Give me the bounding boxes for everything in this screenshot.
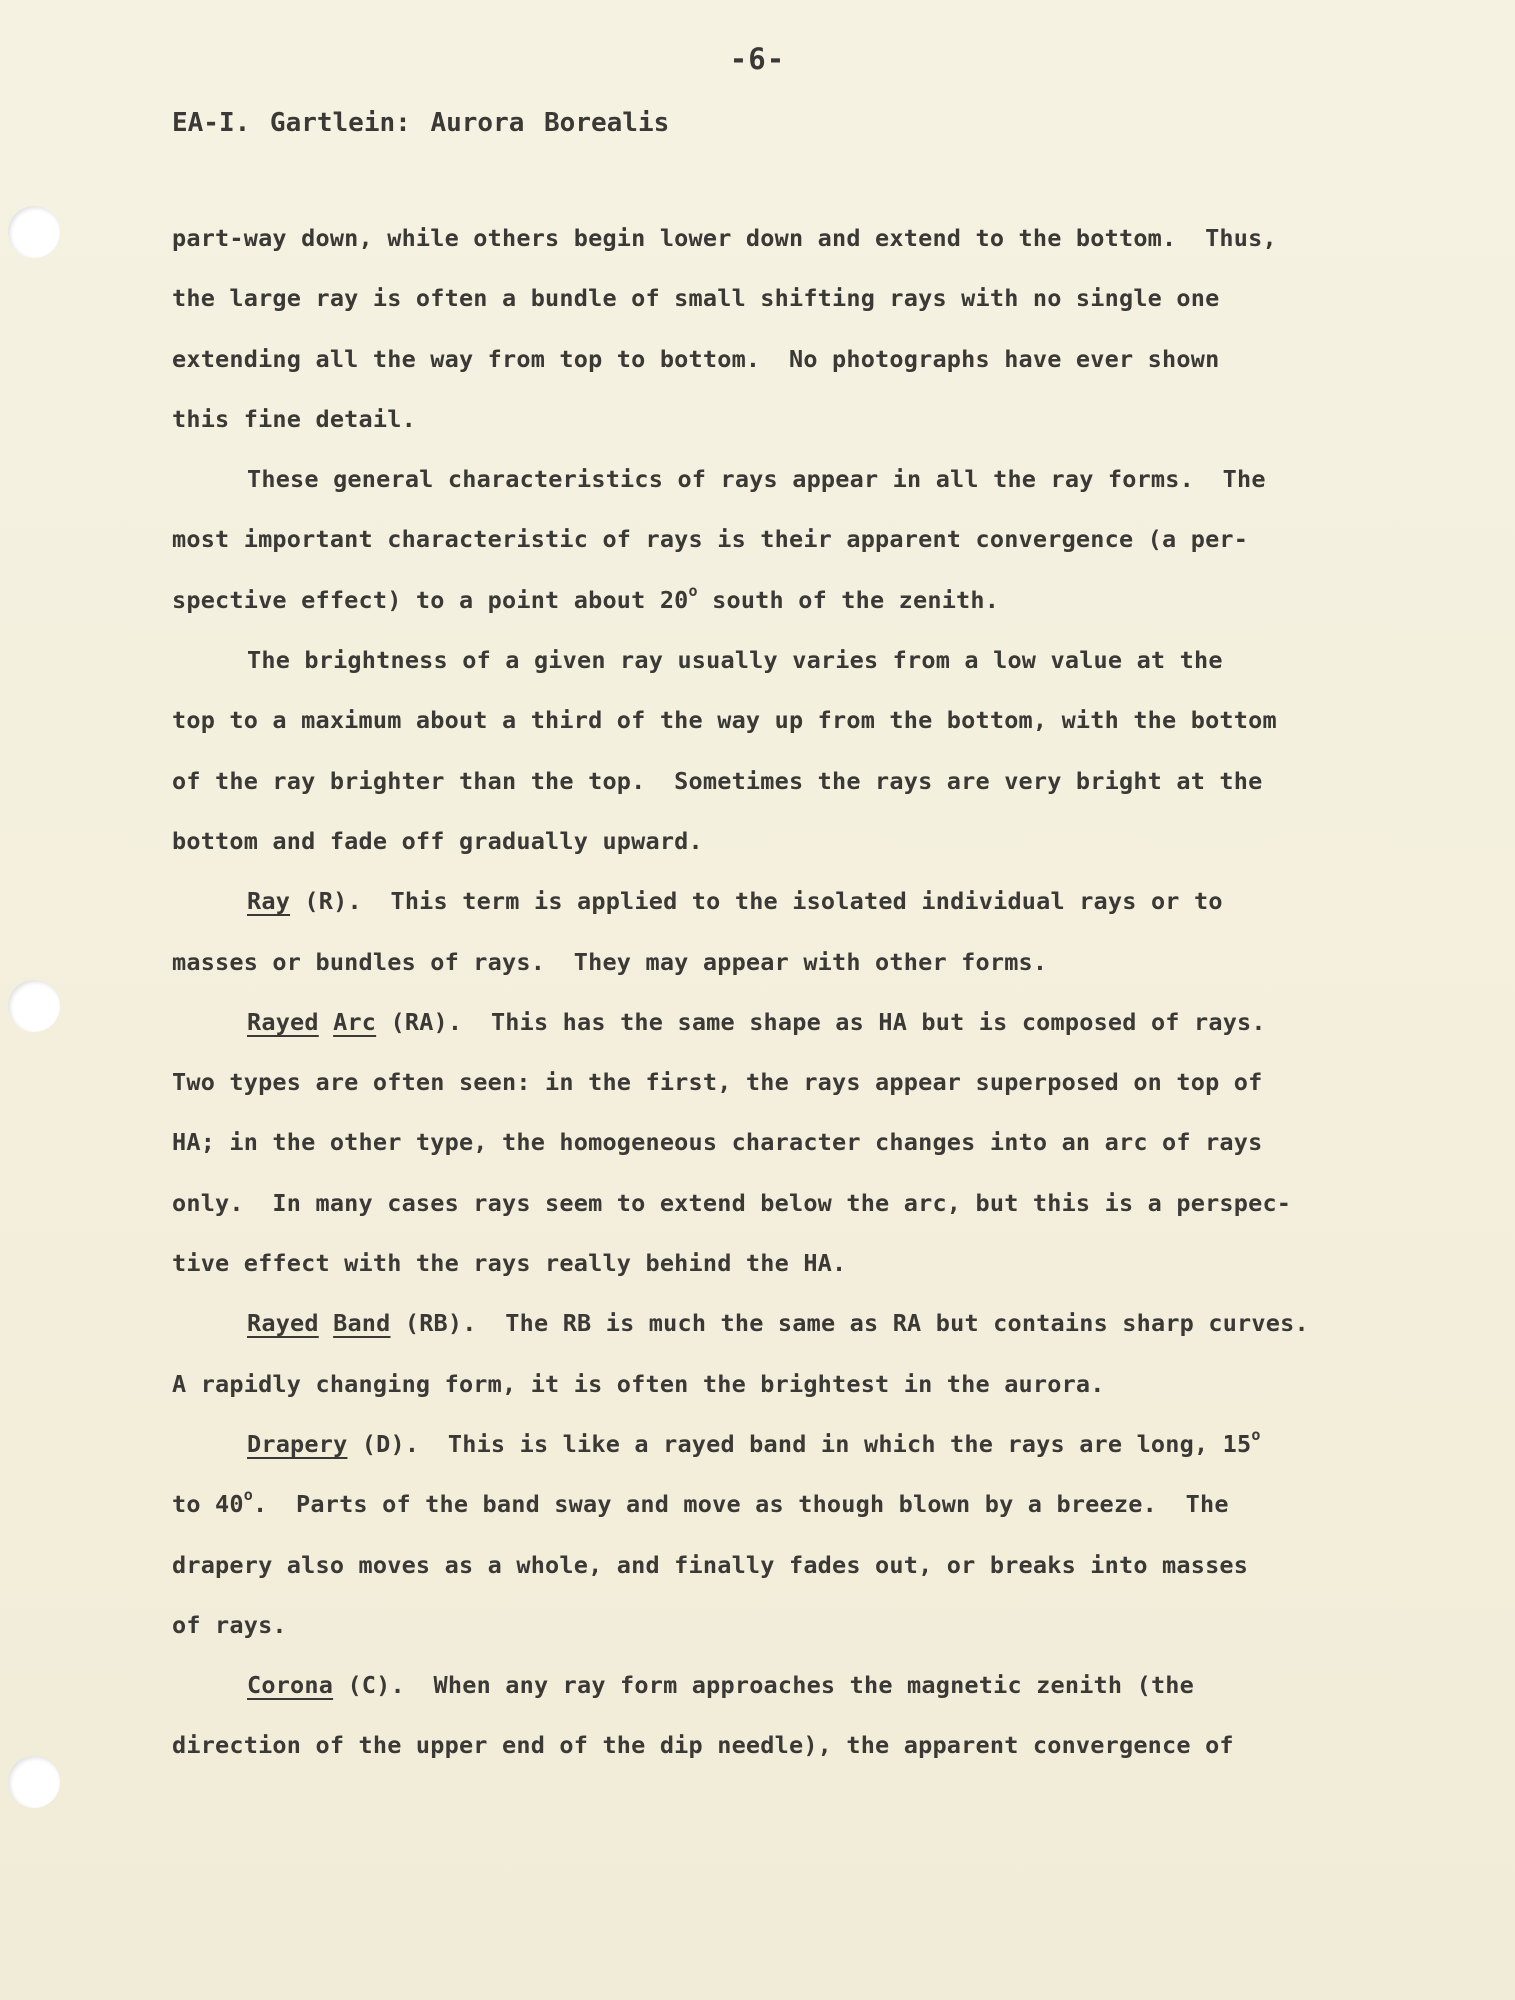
running-head: EA-I. Gartlein: Aurora Borealis (172, 108, 670, 138)
text-line: HA; in the other type, the homogeneous character changes into an arc of rays (172, 1128, 1263, 1157)
punch-hole (8, 206, 60, 258)
text-line: The brightness of a given ray usually varies from a low value at the (247, 646, 1223, 675)
text-line: top to a maximum about a third of the way up from the bottom, with the bottom (172, 706, 1277, 735)
punch-hole (8, 980, 60, 1032)
text-line (172, 871, 1387, 931)
page-number: -6- (729, 42, 786, 76)
text-line: direction of the upper end of the dip needle), the apparent convergence of (172, 1731, 1234, 1760)
text-line: the large ray is often a bundle of small shifting rays with no single one (172, 284, 1220, 313)
text-line: most important characteristic of rays is their apparent convergence (a per- (172, 525, 1249, 554)
term-corona: Corona (247, 1671, 334, 1700)
text-line: A rapidly changing form, it is often the brightest in the aurora. (172, 1369, 1105, 1398)
text-line (172, 1293, 1387, 1353)
text-line (172, 992, 1387, 1052)
text-line: bottom and fade off gradually upward. (172, 826, 703, 855)
degree-superscript: o (688, 581, 698, 600)
term-band: Band (333, 1309, 391, 1338)
term-rayed: Rayed (247, 1007, 319, 1036)
text-span: . Parts of the band sway and move as though blown by a breeze. The (252, 1490, 1229, 1519)
text-line (172, 570, 1387, 630)
text-line (172, 1474, 1387, 1534)
text-line: part-way down, while others begin lower down and extend to the bottom. Thus, (172, 224, 1277, 252)
text-span: (RB). The RB is much the same as RA but contains sharp curves. (390, 1309, 1309, 1338)
term-drapery: Drapery (247, 1429, 348, 1458)
text-span: spective effect) to a point about 20 (172, 585, 689, 614)
text-line: tive effect with the rays really behind the HA. (172, 1249, 847, 1278)
text-line: of rays. (172, 1610, 287, 1639)
text-line: this fine detail. (172, 404, 416, 433)
text-span: (D). This is like a rayed band in which the rays are long, 15 (347, 1429, 1252, 1458)
text-span: (RA). This has the same shape as HA but is composed of rays. (376, 1007, 1266, 1036)
term-arc: Arc (333, 1007, 377, 1036)
text-line: These general characteristics of rays appear in all the ray forms. The (247, 465, 1266, 494)
term-rayed: Rayed (247, 1309, 319, 1338)
text-span: south of the zenith. (697, 585, 1000, 614)
text-line: drapery also moves as a whole, and finally fades out, or breaks into masses (172, 1550, 1249, 1579)
text-line: only. In many cases rays seem to extend below the arc, but this is a perspec- (172, 1188, 1292, 1217)
text-line: masses or bundles of rays. They may appear with other forms. (172, 947, 1048, 976)
degree-superscript: o (1251, 1425, 1261, 1444)
text-line: extending all the way from top to bottom. No photographs have ever shown (172, 344, 1220, 373)
text-span: (C). When any ray form approaches the magnetic zenith (the (333, 1671, 1194, 1700)
punch-hole (8, 1756, 60, 1808)
text-line (172, 1655, 1387, 1715)
term-ray: Ray (247, 887, 291, 916)
body-text (172, 208, 1387, 1776)
text-span: to 40 (172, 1490, 244, 1519)
text-line: of the ray brighter than the top. Sometimes the rays are very bright at the (172, 766, 1263, 795)
text-span: (R). This term is applied to the isolated individual rays or to (290, 887, 1223, 916)
text-line (172, 1414, 1387, 1474)
degree-superscript: o (243, 1486, 253, 1505)
text-line: Two types are often seen: in the first, the rays appear superposed on top of (172, 1068, 1263, 1097)
